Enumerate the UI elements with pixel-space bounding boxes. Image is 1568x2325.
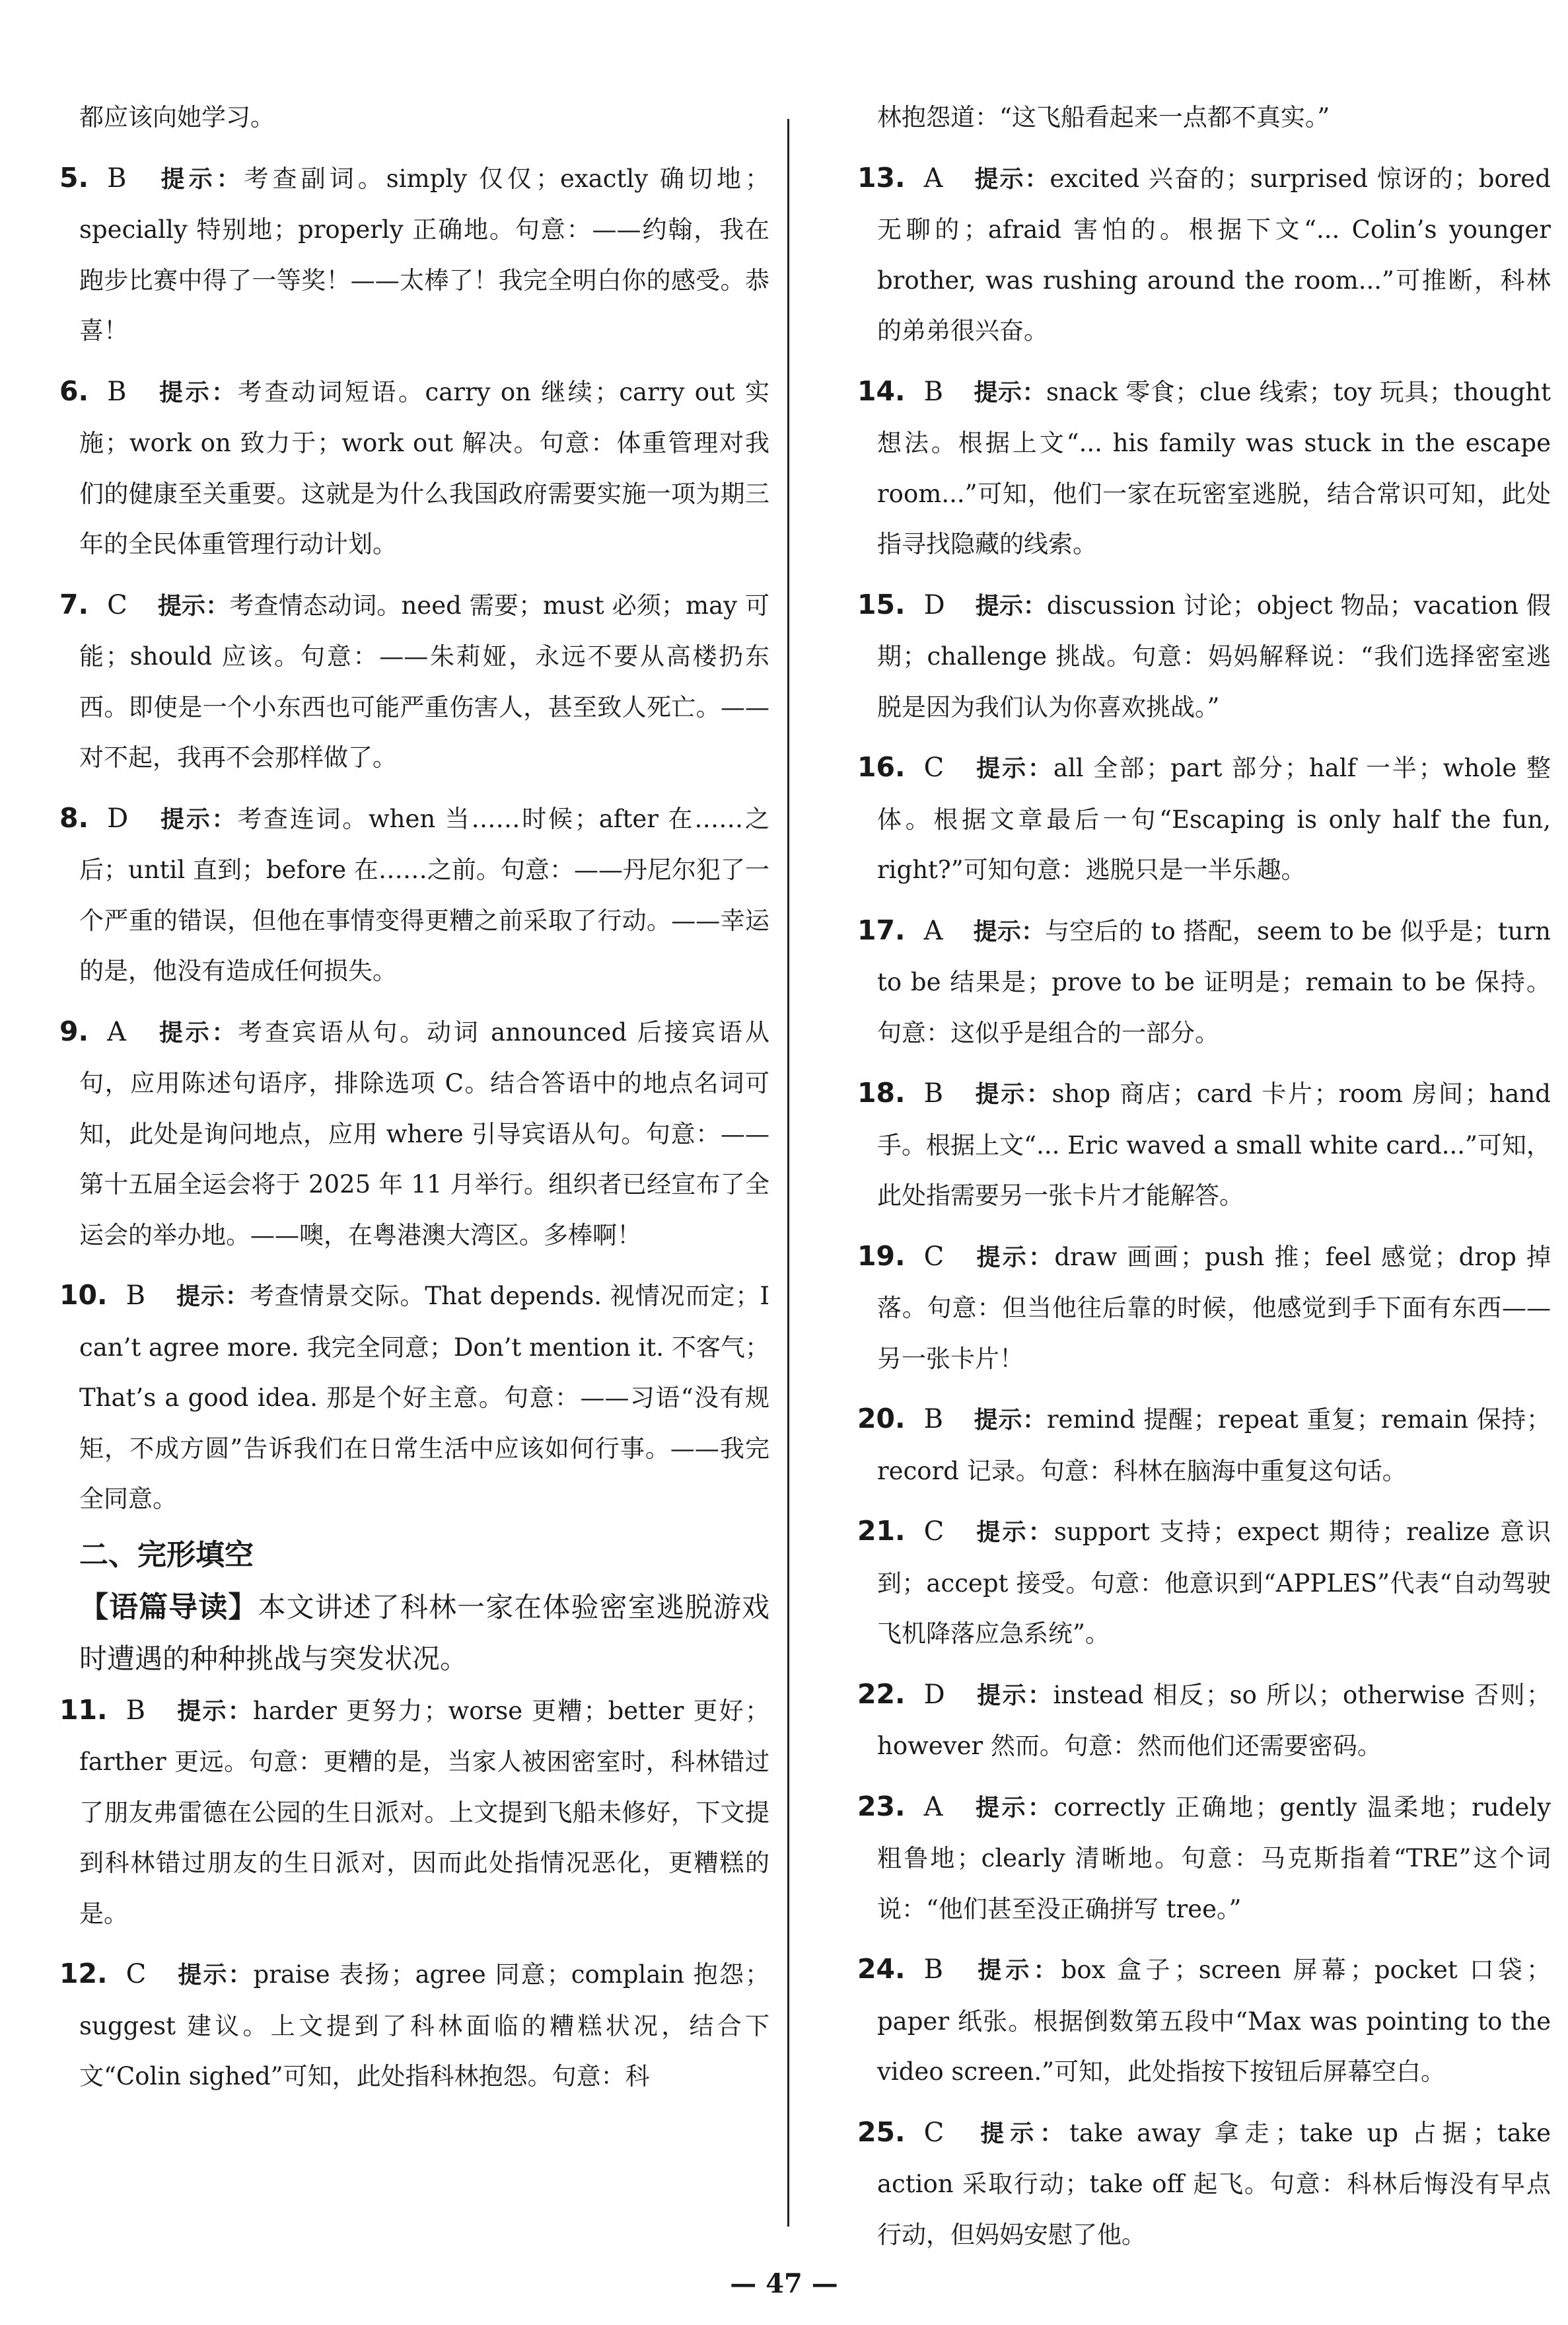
answer-item: [857, 1393, 1551, 1496]
item-explanation: 考查情态动词。need 需要；must 必须；may 可能；should 应该。句意：——朱莉娅，永远不要从高楼扔东西。即使是一个小东西也可能严重伤害人，甚至致人死亡。——对不起，我再不会那样做了。: [79, 591, 769, 772]
item-number: 18.: [857, 1077, 906, 1109]
hint-label: 提示：: [974, 1081, 1052, 1108]
item-answer: A: [923, 1791, 943, 1822]
hint-label: 提示：: [159, 805, 238, 833]
answer-item: [59, 793, 769, 997]
item-number: 9.: [59, 1015, 89, 1047]
item-explanation: shop 商店；card 卡片；room 房间；hand 手。根据上文“... Eric waved a small white card...”可知，此处指需要另一张卡片才能解答。: [877, 1080, 1551, 1210]
answer-item: [857, 1231, 1551, 1385]
item-answer: B: [923, 1954, 944, 1985]
answer-item: [59, 1685, 769, 1940]
item-explanation: harder 更努力；worse 更糟；better 更好；farther 更远。句意：更糟的是，当家人被困密室时，科林错过了朋友弗雷德在公园的生日派对。上文提到飞船未修好，下文提到科林错过朋友的生日派对，因而此处指情况恶化，更糟糕的是。: [79, 1696, 769, 1928]
answer-item: [857, 2107, 1551, 2261]
item-number: 13.: [857, 161, 906, 194]
hint-label: 提示：: [157, 379, 238, 406]
hint-label: 提示：: [974, 1957, 1061, 1984]
answer-item: [857, 1068, 1551, 1222]
hint-label: 提示：: [974, 1407, 1047, 1434]
section-title: 二、完形填空: [79, 1537, 254, 1572]
item-answer: B: [107, 163, 127, 194]
item-answer: A: [923, 915, 943, 946]
item-explanation: remind 提醒；repeat 重复；remain 保持；record 记录。句意：科林在脑海中重复这句话。: [877, 1405, 1551, 1485]
item-answer: B: [923, 1078, 944, 1109]
answer-item: [59, 1270, 769, 1525]
answer-item: [857, 1669, 1551, 1772]
item-explanation: support 支持；expect 期待；realize 意识到；accept 接受。句意：他意识到“APPLES”代表“自动驾驶飞机降落应急系统”。: [877, 1518, 1551, 1648]
hint-label: 提示：: [157, 592, 230, 620]
answer-item: [857, 1781, 1551, 1935]
continued-text: 林抱怨道：“这飞船看起来一点都不真实。”: [877, 103, 1330, 131]
item-answer: C: [923, 2117, 944, 2148]
guide-text: 本文讲述了科林一家在体验密室逃脱游戏时遭遇的种种挑战与突发状况。: [79, 1590, 769, 1675]
item-number: 21.: [857, 1515, 906, 1547]
hint-label: 提示：: [974, 1519, 1054, 1546]
item-number: 11.: [59, 1693, 108, 1726]
item-answer: B: [923, 376, 944, 407]
item-explanation: box 盒子；screen 屏幕；pocket 口袋；paper 纸张。根据倒数第五段中“Max was pointing to the video screen.”可知，此处指按下按钮后屏幕空白。: [877, 1956, 1551, 2086]
column-divider: [787, 119, 789, 2227]
answer-item: [857, 742, 1551, 896]
item-answer: A: [107, 1016, 126, 1047]
item-number: 15.: [857, 588, 906, 620]
item-number: 12.: [59, 1958, 108, 1989]
item-number: 23.: [857, 1790, 906, 1822]
item-number: 16.: [857, 751, 906, 783]
answer-item: [857, 1506, 1551, 1660]
hint-label: 提示：: [157, 1019, 238, 1047]
item-explanation: draw 画画；push 推；feel 感觉；drop 掉落。句意：但当他往后靠的时候，他感觉到手下面有东西——另一张卡片！: [877, 1242, 1551, 1373]
item-answer: B: [125, 1695, 146, 1726]
answer-item: [857, 153, 1551, 357]
item-explanation: take away 拿走；take up 占据；take action 采取行动；take off 起飞。句意：科林后悔没有早点行动，但妈妈安慰了他。: [877, 2118, 1551, 2249]
hint-label: 提示：: [975, 1681, 1053, 1709]
hint-label: 提示：: [975, 592, 1047, 620]
item-number: 5.: [59, 161, 89, 194]
item-answer: B: [125, 1280, 146, 1311]
hint-label: 提示：: [176, 1697, 254, 1725]
item-explanation: 考查副词。simply 仅仅；exactly 确切地；specially 特别地；properly 正确地。句意：——约翰，我在跑步比赛中得了一等奖！——太棒了！我完全明白你的感受。恭喜！: [79, 164, 769, 345]
item-number: 20.: [857, 1403, 906, 1434]
item-number: 7.: [59, 588, 89, 620]
item-number: 10.: [59, 1279, 108, 1311]
item-answer: A: [923, 163, 943, 194]
item-number: 22.: [857, 1678, 906, 1710]
right-column: [857, 92, 1551, 2260]
answer-item: [857, 366, 1551, 570]
item-number: 17.: [857, 914, 906, 946]
item-answer: B: [923, 1404, 944, 1434]
item-explanation: discussion 讨论；object 物品；vacation 假期；challenge 挑战。句意：妈妈解释说：“我们选择密室逃脱是因为我们认为你喜欢挑战。”: [877, 591, 1551, 721]
item-answer: C: [107, 589, 127, 620]
answer-item: [59, 579, 769, 784]
item-explanation: 考查宾语从句。动词 announced 后接宾语从句，应用陈述句语序，排除选项 C。结合答语中的地点名词可知，此处是询问地点，应用 where 引导宾语从句。句意：——第十五届全运会将于 2025 年 11 月举行。组织者已经宣布了全运会的举办地。——噢，在粤港澳大湾区。多棒啊！: [79, 1017, 769, 1249]
item-explanation: all 全部；part 部分；half 一半；whole 整体。根据文章最后一句“Escaping is only half the fun, right?”可知句意：逃脱只是一半乐趣。: [877, 754, 1551, 884]
item-answer: C: [923, 1516, 944, 1547]
item-explanation: instead 相反；so 所以；otherwise 否则；however 然而。句意：然而他们还需要密码。: [877, 1680, 1551, 1760]
item-answer: C: [923, 1241, 944, 1272]
item-number: 24.: [857, 1953, 906, 1985]
item-explanation: 考查动词短语。carry on 继续；carry out 实施；work on 致力于；work out 解决。句意：体重管理对我们的健康至关重要。这就是为什么我国政府需要实施一项为期三年的全民体重管理行动计划。: [79, 377, 769, 558]
left-column: [59, 92, 769, 2102]
hint-label: 提示：: [974, 379, 1046, 406]
item-explanation: snack 零食；clue 线索；toy 玩具；thought 想法。根据上文“... his family was stuck in the escape room...”可知，他们一家在玩密室逃脱，结合常识可知，此处指寻找隐藏的线索。: [877, 377, 1551, 558]
item-answer: B: [107, 376, 127, 407]
hint-label: 提示：: [973, 165, 1050, 193]
answer-item: [857, 1944, 1551, 2098]
answer-item: [59, 1948, 769, 2102]
hint-label: 提示：: [176, 1283, 250, 1310]
item-answer: C: [923, 753, 944, 783]
item-answer: D: [107, 803, 129, 834]
item-number: 14.: [857, 375, 906, 407]
item-number: 6.: [59, 375, 89, 407]
answer-item: [59, 366, 769, 570]
item-explanation: 考查情景交际。That depends. 视情况而定；I can’t agree more. 我完全同意；Don’t mention it. 不客气；That’s a good idea. 那是个好主意。句意：——习语“没有规矩，不成方圆”告诉我们在日常生活中应该如何行事。——我完全同意。: [79, 1282, 769, 1513]
continued-text: 都应该向她学习。: [79, 103, 275, 131]
item-answer: C: [125, 1959, 147, 1989]
item-number: 19.: [857, 1239, 906, 1272]
item-explanation: 与空后的 to 搭配，seem to be 似乎是；turn to be 结果是；prove to be 证明是；remain to be 保持。句意：这似乎是组合的一部分。: [877, 916, 1551, 1047]
item-explanation: praise 表扬；agree 同意；complain 抱怨；suggest 建议。上文提到了科林面临的糟糕状况，结合下文“Colin sighed”可知，此处指科林抱怨。句意：科: [79, 1960, 769, 2090]
item-explanation: 考查连词。when 当……时候；after 在……之后；until 直到；before 在……之前。句意：——丹尼尔犯了一个严重的错误，但他在事情变得更糟之前采取了行动。——幸运的是，他没有造成任何损失。: [79, 804, 769, 985]
hint-label: 提示：: [974, 1243, 1055, 1271]
hint-label: 提示：: [157, 165, 244, 193]
item-explanation: excited 兴奋的；surprised 惊讶的；bored 无聊的；afraid 害怕的。根据下文“... Colin’s younger brother, was rushing around the room...”可推断，科林的弟弟很兴奋。: [877, 164, 1551, 345]
answer-item: [857, 579, 1551, 733]
hint-label: 提示：: [176, 1962, 254, 1989]
hint-label: 提示：: [974, 755, 1053, 782]
reading-guide: [79, 1582, 769, 1685]
guide-label: 【语篇导读】: [79, 1590, 258, 1624]
answer-item: [59, 153, 769, 357]
answer-item: [857, 905, 1551, 1059]
hint-label: 提示：: [973, 918, 1046, 945]
hint-label: 提示：: [973, 1794, 1054, 1822]
item-number: 8.: [59, 801, 89, 834]
page-number: — 47 —: [730, 2268, 838, 2299]
answer-item: [59, 1006, 769, 1261]
item-number: 25.: [857, 2116, 906, 2148]
hint-label: 提示：: [974, 2120, 1070, 2147]
item-answer: D: [923, 589, 945, 620]
item-answer: D: [923, 1679, 945, 1710]
item-explanation: correctly 正确地；gently 温柔地；rudely 粗鲁地；clearly 清晰地。句意：马克斯指着“TRE”这个词说：“他们甚至没正确拼写 tree。”: [877, 1792, 1551, 1923]
